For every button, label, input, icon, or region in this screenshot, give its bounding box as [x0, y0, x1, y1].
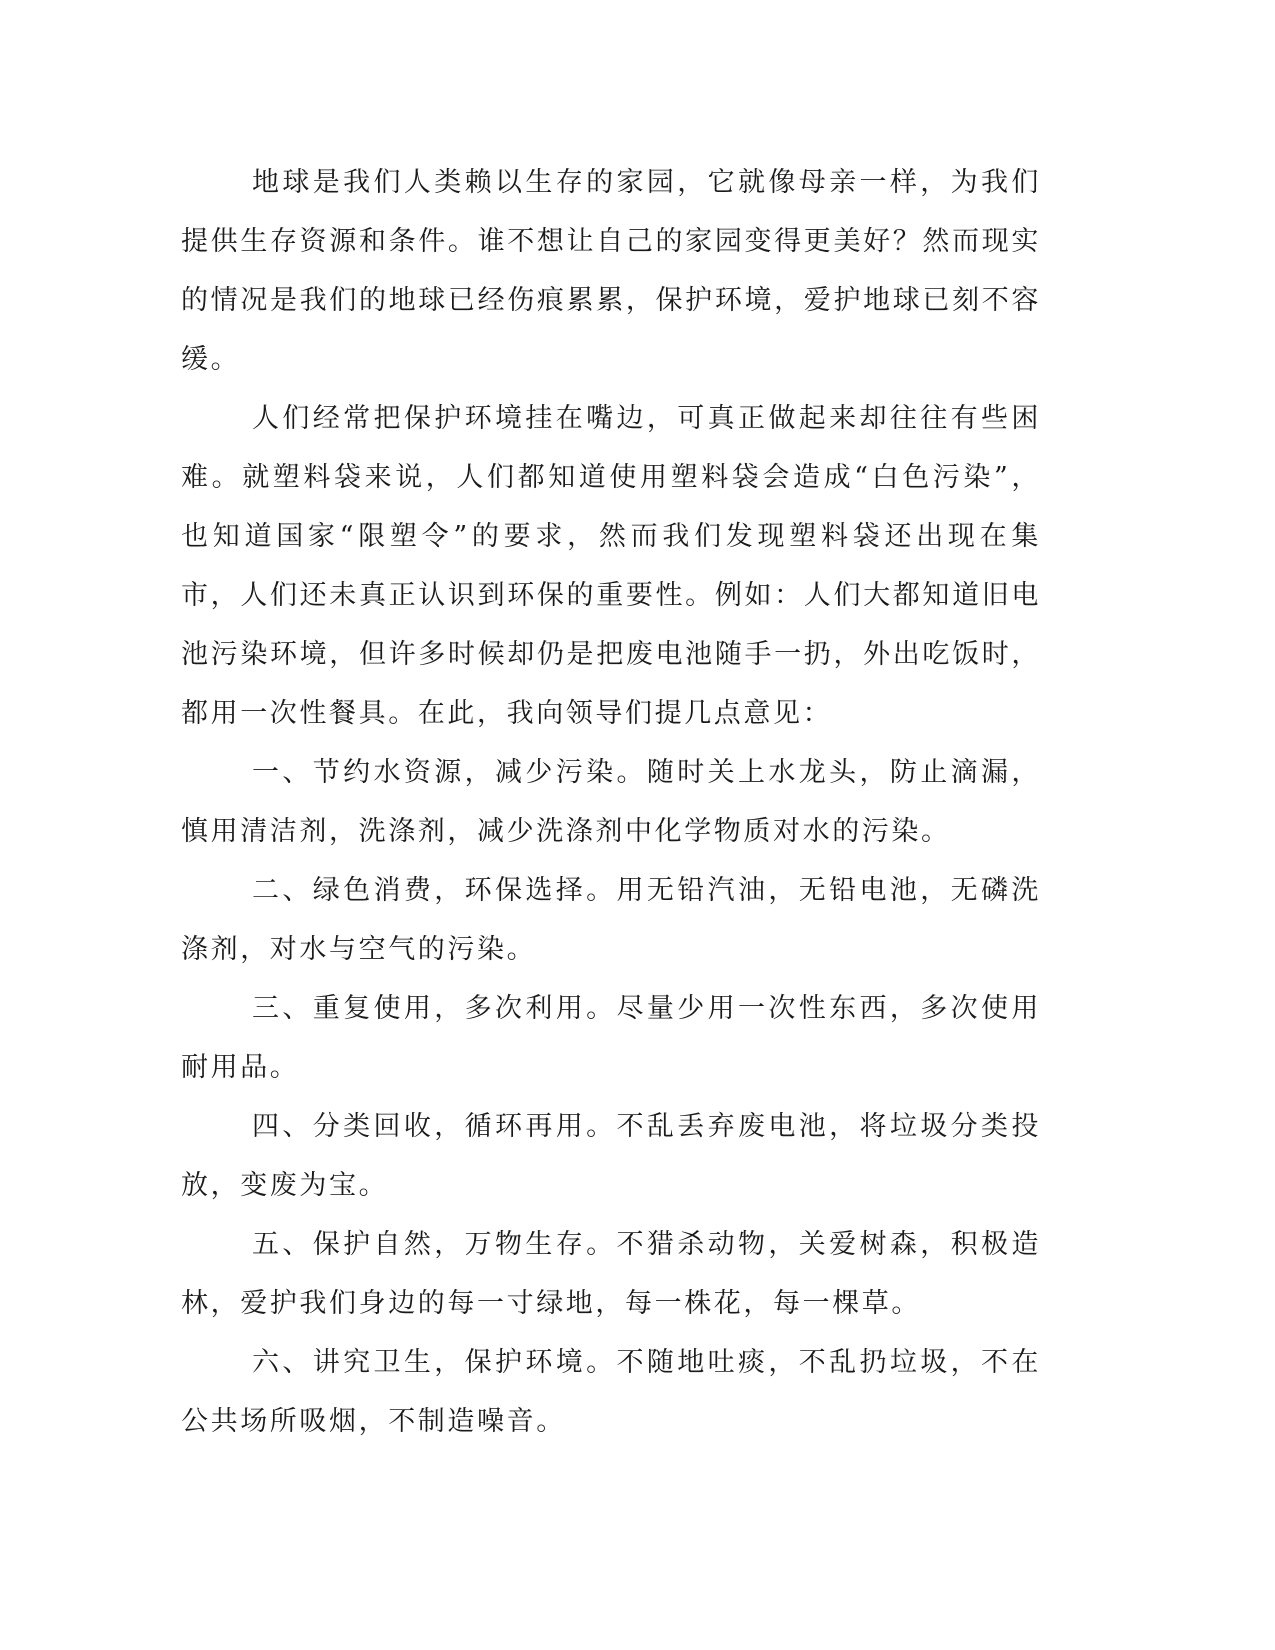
paragraph-suggestion-2: 二、绿色消费，环保选择。用无铅汽油，无铅电池，无磷洗涤剂，对水与空气的污染。	[181, 875, 1041, 965]
paragraph-suggestion-1: 一、节约水资源，减少污染。随时关上水龙头，防止滴漏，慎用清洁剂，洗涤剂，减少洗涤剂中化学物质对水的污染。	[181, 757, 1041, 847]
paragraph-suggestion-3: 三、重复使用，多次利用。尽量少用一次性东西，多次使用耐用品。	[181, 993, 1041, 1083]
paragraph-suggestion-4: 四、分类回收，循环再用。不乱丢弃废电池，将垃圾分类投放，变废为宝。	[181, 1111, 1041, 1201]
document-body	[181, 153, 1041, 1451]
paragraph-suggestion-6: 六、讲究卫生，保护环境。不随地吐痰，不乱扔垃圾，不在公共场所吸烟，不制造噪音。	[181, 1347, 1041, 1437]
paragraph-intro: 地球是我们人类赖以生存的家园，它就像母亲一样，为我们提供生存资源和条件。谁不想让自己的家园变得更美好？然而现实的情况是我们的地球已经伤痕累累，保护环境，爱护地球已刻不容缓。	[181, 167, 1041, 375]
paragraph-problem: 人们经常把保护环境挂在嘴边，可真正做起来却往往有些困难。就塑料袋来说，人们都知道使用塑料袋会造成“白色污染”，也知道国家“限塑令”的要求，然而我们发现塑料袋还出现在集市，人们还未真正认识到环保的重要性。例如：人们大都知道旧电池污染环境，但许多时候却仍是把废电池随手一扔，外出吃饭时，都用一次性餐具。在此，我向领导们提几点意见：	[181, 403, 1041, 729]
paragraph-suggestion-5: 五、保护自然，万物生存。不猎杀动物，关爱树森，积极造林，爱护我们身边的每一寸绿地，每一株花，每一棵草。	[181, 1229, 1041, 1319]
